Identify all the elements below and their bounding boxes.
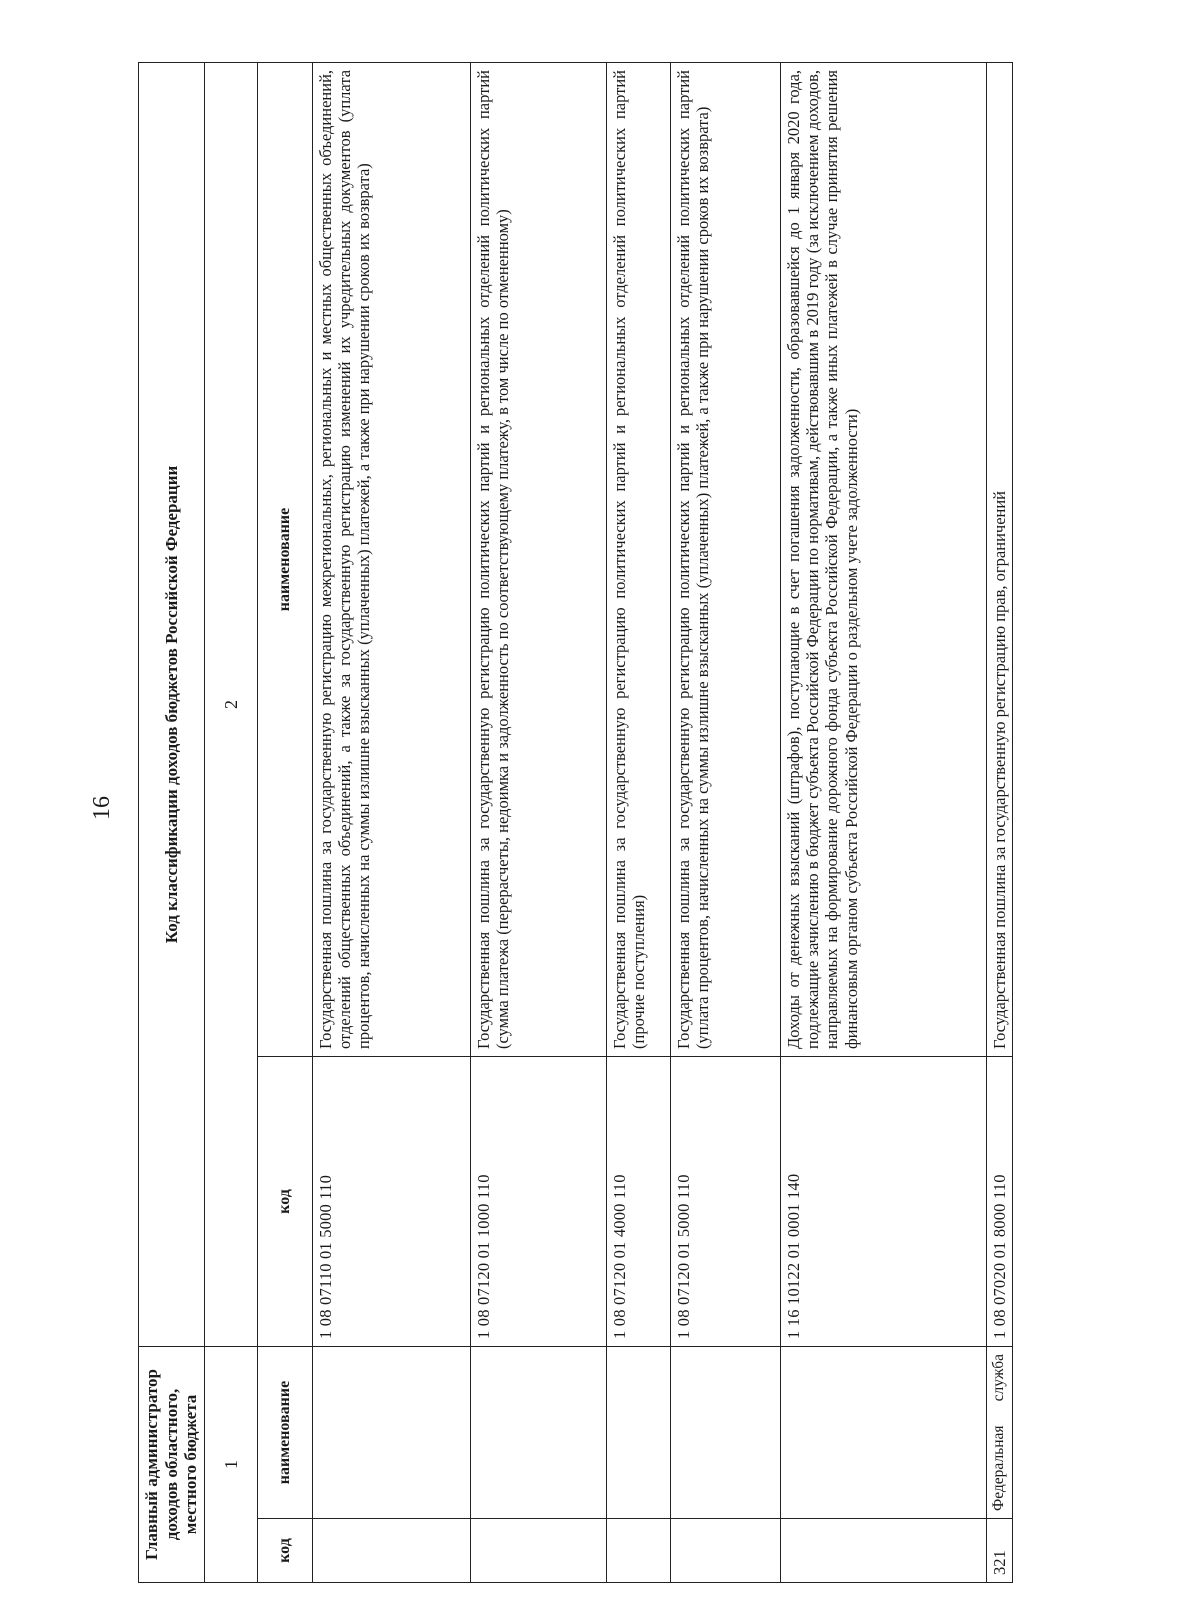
classification-name-cell: Государственная пошлина за государственную регистрацию политических партий и региональных отделений политических партий (сумма платежа (перерасчеты, недоимка и задолженность по соответствующему платежу, в том числе по отмененному): [471, 62, 607, 1056]
classification-name-cell: Государственная пошлина за государственную регистрацию политических партий и региональных отделений политических партий (прочие поступления): [607, 62, 671, 1056]
admin-name-cell: [781, 1346, 987, 1518]
admin-name-word: служба: [990, 1353, 1008, 1402]
classification-code-cell: 1 16 10122 01 0001 140: [781, 1056, 987, 1346]
classification-code-cell: 1 08 07120 01 4000 110: [607, 1056, 671, 1346]
page-number: 16: [89, 796, 115, 820]
admin-name-cell: [313, 1346, 471, 1518]
table-row: [471, 62, 607, 1582]
classification-code-cell: 1 08 07020 01 8000 110: [987, 1056, 1013, 1346]
table-row: [313, 62, 471, 1582]
admin-code-cell: [313, 1519, 471, 1583]
classification-name-cell: Государственная пошлина за государственную регистрацию политических партий и региональных отделений политических партий (уплата процентов, начисленных на суммы излишне взысканных (уплаченных) платежей, а также при нарушении сроков их возврата): [671, 62, 781, 1056]
header-code-group: Код классификации доходов бюджетов Российской Федерации: [139, 62, 205, 1346]
header-column-number-2: 2: [205, 62, 258, 1346]
admin-code-cell: [671, 1519, 781, 1583]
classification-code-cell: 1 08 07120 01 1000 110: [471, 1056, 607, 1346]
table-row: [987, 62, 1013, 1582]
classification-code-cell: 1 08 07120 01 5000 110: [671, 1056, 781, 1346]
classification-name-cell: Государственная пошлина за государственную регистрацию прав, ограничений: [987, 62, 1013, 1056]
admin-code-cell: [471, 1519, 607, 1583]
admin-name-cell: [671, 1346, 781, 1518]
classification-name-cell: Государственная пошлина за государственную регистрацию межрегиональных, региональных и местных общественных объединений, отделений общественных объединений, а также за государственную регистрацию изменений их учредительных документов (уплата процентов, начисленных на суммы излишне взысканных (уплаченных) платежей, а также при нарушении сроков их возврата): [313, 62, 471, 1056]
admin-code-cell: [607, 1519, 671, 1583]
header-admin-group: Главный администратор доходов областного, местного бюджета: [139, 1346, 205, 1582]
header-row-groups: [139, 62, 205, 1582]
admin-name-cell: [607, 1346, 671, 1518]
classification-code-cell: 1 08 07110 01 5000 110: [313, 1056, 471, 1346]
admin-name-word: Федеральная: [990, 1425, 1008, 1511]
header-classification-code: код: [258, 1056, 313, 1346]
header-column-number-1: 1: [205, 1346, 258, 1582]
header-classification-name: наименование: [258, 62, 313, 1056]
classification-name-cell: Доходы от денежных взысканий (штрафов), поступающие в счет погашения задолженности, образовавшейся до 1 января 2020 года, подлежащие зачислению в бюджет субъекта Российской Федерации по нормативам, действовавшим в 2019 году (за исключением доходов, направляемых на формирование дорожного фонда субъекта Российской Федерации, а также иных платежей в случае принятия решения финансовым органом субъекта Российской Федерации о раздельном учете задолженности): [781, 62, 987, 1056]
admin-code-cell: 321: [987, 1519, 1013, 1583]
header-row-subcolumns: [258, 62, 313, 1582]
table-row: [607, 62, 671, 1582]
table-row: [781, 62, 987, 1582]
header-row-numbers: [205, 62, 258, 1582]
rotated-page-content: [138, 63, 1010, 1583]
header-admin-code: код: [258, 1519, 313, 1583]
header-admin-name: наименование: [258, 1346, 313, 1518]
admin-name-cell: [987, 1346, 1013, 1518]
admin-name-cell: [471, 1346, 607, 1518]
revenue-classification-table: [138, 62, 1013, 1583]
table-row: [671, 62, 781, 1582]
admin-code-cell: [781, 1519, 987, 1583]
